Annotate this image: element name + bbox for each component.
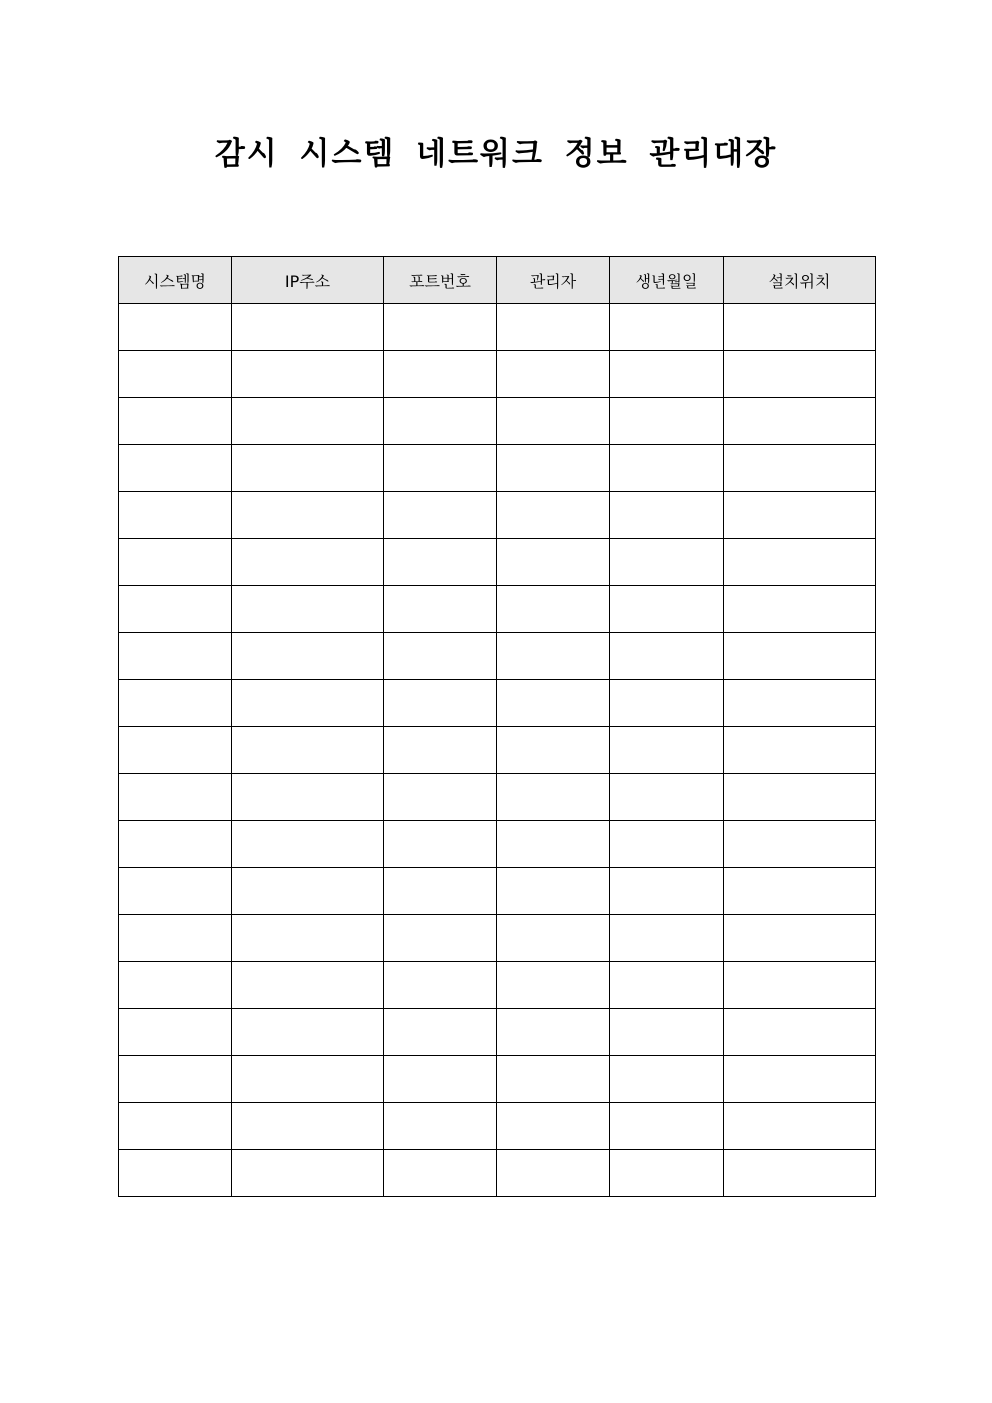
table-row [119,1009,876,1056]
install-location-cell[interactable] [724,821,876,868]
system-name-cell[interactable] [119,680,232,727]
port-number-cell[interactable] [384,492,497,539]
column-header-manager: 관리자 [497,257,610,304]
birth-date-cell[interactable] [610,774,724,821]
birth-date-cell[interactable] [610,539,724,586]
manager-cell[interactable] [497,1009,610,1056]
install-location-cell[interactable] [724,1150,876,1197]
install-location-cell[interactable] [724,539,876,586]
birth-date-cell[interactable] [610,1103,724,1150]
port-number-cell[interactable] [384,304,497,351]
system-name-cell[interactable] [119,539,232,586]
port-number-cell[interactable] [384,774,497,821]
ip-address-cell[interactable] [232,727,384,774]
birth-date-cell[interactable] [610,727,724,774]
table-row [119,398,876,445]
system-name-cell[interactable] [119,492,232,539]
port-number-cell[interactable] [384,1056,497,1103]
install-location-cell[interactable] [724,774,876,821]
ip-address-cell[interactable] [232,539,384,586]
manager-cell[interactable] [497,821,610,868]
birth-date-cell[interactable] [610,1056,724,1103]
port-number-cell[interactable] [384,539,497,586]
ip-address-cell[interactable] [232,445,384,492]
column-header-birth-date: 생년월일 [610,257,724,304]
birth-date-cell[interactable] [610,1009,724,1056]
install-location-cell[interactable] [724,304,876,351]
table-row [119,304,876,351]
manager-cell[interactable] [497,586,610,633]
port-number-cell[interactable] [384,962,497,1009]
manager-cell[interactable] [497,398,610,445]
ip-address-cell[interactable] [232,1056,384,1103]
install-location-cell[interactable] [724,398,876,445]
network-info-ledger-table [118,256,876,1197]
table-body [119,304,876,1197]
port-number-cell[interactable] [384,1150,497,1197]
birth-date-cell[interactable] [610,868,724,915]
system-name-cell[interactable] [119,633,232,680]
system-name-cell[interactable] [119,304,232,351]
ip-address-cell[interactable] [232,351,384,398]
ip-address-cell[interactable] [232,962,384,1009]
birth-date-cell[interactable] [610,680,724,727]
table-row [119,586,876,633]
table-row [119,915,876,962]
ip-address-cell[interactable] [232,680,384,727]
install-location-cell[interactable] [724,915,876,962]
birth-date-cell[interactable] [610,1150,724,1197]
system-name-cell[interactable] [119,868,232,915]
install-location-cell[interactable] [724,492,876,539]
system-name-cell[interactable] [119,962,232,1009]
birth-date-cell[interactable] [610,821,724,868]
table-row [119,492,876,539]
table-row [119,680,876,727]
system-name-cell[interactable] [119,774,232,821]
install-location-cell[interactable] [724,445,876,492]
ip-address-cell[interactable] [232,1103,384,1150]
ip-address-cell[interactable] [232,1009,384,1056]
ip-address-cell[interactable] [232,398,384,445]
port-number-cell[interactable] [384,633,497,680]
birth-date-cell[interactable] [610,398,724,445]
install-location-cell[interactable] [724,586,876,633]
port-number-cell[interactable] [384,1103,497,1150]
system-name-cell[interactable] [119,1009,232,1056]
system-name-cell[interactable] [119,727,232,774]
system-name-cell[interactable] [119,586,232,633]
birth-date-cell[interactable] [610,633,724,680]
table-header-row [119,257,876,304]
ip-address-cell[interactable] [232,774,384,821]
ip-address-cell[interactable] [232,304,384,351]
manager-cell[interactable] [497,1103,610,1150]
install-location-cell[interactable] [724,868,876,915]
manager-cell[interactable] [497,680,610,727]
table-row [119,633,876,680]
manager-cell[interactable] [497,351,610,398]
port-number-cell[interactable] [384,868,497,915]
manager-cell[interactable] [497,539,610,586]
system-name-cell[interactable] [119,445,232,492]
column-header-port-number: 포트번호 [384,257,497,304]
port-number-cell[interactable] [384,445,497,492]
manager-cell[interactable] [497,492,610,539]
port-number-cell[interactable] [384,398,497,445]
ip-address-cell[interactable] [232,633,384,680]
system-name-cell[interactable] [119,915,232,962]
install-location-cell[interactable] [724,1056,876,1103]
birth-date-cell[interactable] [610,445,724,492]
manager-cell[interactable] [497,727,610,774]
table-row [119,821,876,868]
table-row [119,539,876,586]
port-number-cell[interactable] [384,351,497,398]
manager-cell[interactable] [497,774,610,821]
manager-cell[interactable] [497,868,610,915]
table-row [119,445,876,492]
table-row [119,351,876,398]
column-header-ip-address: IP주소 [232,257,384,304]
birth-date-cell[interactable] [610,915,724,962]
install-location-cell[interactable] [724,1103,876,1150]
ip-address-cell[interactable] [232,1150,384,1197]
ip-address-cell[interactable] [232,915,384,962]
birth-date-cell[interactable] [610,351,724,398]
install-location-cell[interactable] [724,633,876,680]
manager-cell[interactable] [497,445,610,492]
birth-date-cell[interactable] [610,304,724,351]
birth-date-cell[interactable] [610,492,724,539]
system-name-cell[interactable] [119,1150,232,1197]
port-number-cell[interactable] [384,727,497,774]
install-location-cell[interactable] [724,351,876,398]
ip-address-cell[interactable] [232,586,384,633]
port-number-cell[interactable] [384,680,497,727]
table-row [119,774,876,821]
manager-cell[interactable] [497,304,610,351]
system-name-cell[interactable] [119,1103,232,1150]
column-header-system-name: 시스템명 [119,257,232,304]
port-number-cell[interactable] [384,915,497,962]
column-header-install-location: 설치위치 [724,257,876,304]
birth-date-cell[interactable] [610,586,724,633]
table-row [119,962,876,1009]
ip-address-cell[interactable] [232,492,384,539]
port-number-cell[interactable] [384,1009,497,1056]
system-name-cell[interactable] [119,1056,232,1103]
ip-address-cell[interactable] [232,868,384,915]
document-title: 감시 시스템 네트워크 정보 관리대장 [214,136,778,172]
table-row [119,1056,876,1103]
system-name-cell[interactable] [119,821,232,868]
port-number-cell[interactable] [384,586,497,633]
ip-address-cell[interactable] [232,821,384,868]
install-location-cell[interactable] [724,727,876,774]
manager-cell[interactable] [497,633,610,680]
port-number-cell[interactable] [384,821,497,868]
manager-cell[interactable] [497,1056,610,1103]
table-row [119,1103,876,1150]
table-row [119,868,876,915]
install-location-cell[interactable] [724,680,876,727]
table-row [119,1150,876,1197]
manager-cell[interactable] [497,962,610,1009]
system-name-cell[interactable] [119,398,232,445]
manager-cell[interactable] [497,1150,610,1197]
system-name-cell[interactable] [119,351,232,398]
table-row [119,727,876,774]
birth-date-cell[interactable] [610,962,724,1009]
manager-cell[interactable] [497,915,610,962]
install-location-cell[interactable] [724,1009,876,1056]
install-location-cell[interactable] [724,962,876,1009]
